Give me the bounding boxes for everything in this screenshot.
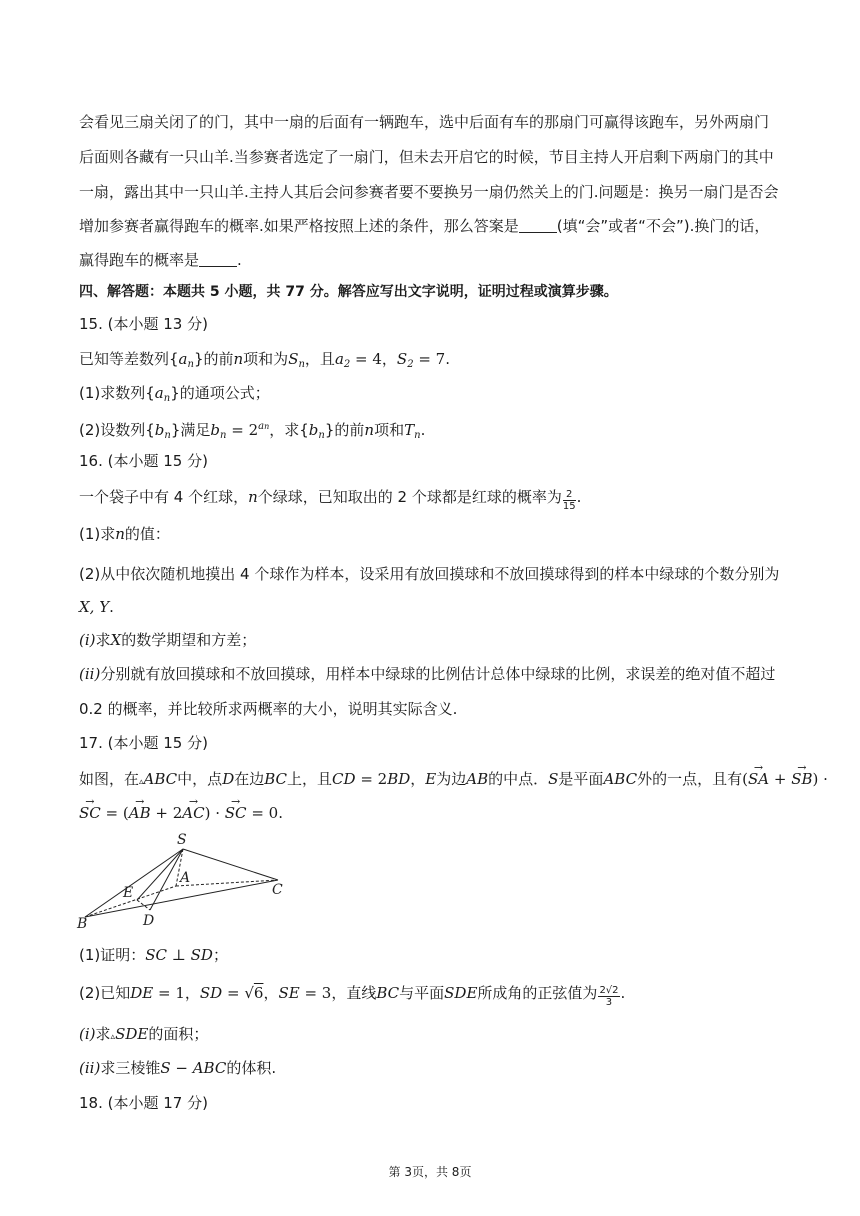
q14-line-4 [79,216,769,236]
math-an-2: $a_n$ [154,384,171,404]
math-S-ABC: S − ABC [160,1059,227,1077]
q17-t2: 中，点 [177,770,223,788]
math-SDE: SDE [444,984,478,1002]
q17-p1end: ； [212,946,228,964]
math-n-2: n [364,421,375,439]
q15-heading: 15. (本小题 13 分) [79,315,208,333]
q16-p1b: 的值： [124,525,170,543]
label-E: E [123,885,134,901]
q17-t9: 外的一点，且有 [637,770,743,788]
q17-t5: ， [410,770,426,788]
edge-SB [85,849,183,917]
label-C: C [272,882,283,898]
q17-t6: 为边 [436,770,467,788]
q15-t1: 已知等差数列{ [79,350,179,368]
q16-part-1 [79,524,170,544]
math-n-4: n [115,525,125,543]
math-an: $a_n$ [178,350,194,370]
q16-pib: 分别就有放回摸球和不放回摸球，用样本中绿球的比例估计总体中绿球的比例，求误差的绝对值不超过 [100,665,776,683]
q14-line-2: 后面则各藏有一只山羊.当参赛者选定了一扇门，但未去开启它的时候，节目主持人开启剩下两扇门的其中 [79,148,774,166]
q17-stem [79,769,828,792]
math-SD-sqrt6: SD = √6 [199,984,264,1002]
q17-p2f: 所成角的正弦值为 [477,984,598,1002]
edge-SC [183,849,278,880]
math-X: X [110,631,122,649]
q15-p1a: (1)求数列{ [79,384,155,402]
pyramid-figure [72,826,292,931]
q15-p2d: ，求{ [269,421,309,439]
math-ABC: ABC [603,770,638,788]
q16-part-ii-cont: 0.2 的概率，并比较所求两概率的大小，说明其实际含义. [79,700,458,718]
q17-p2a: (2)已知 [79,984,131,1002]
q15-t6: = 7 [413,350,446,368]
math-bn: $b_n$ [154,421,171,441]
q15-t4: ，且 [304,350,335,368]
fraction-2sqrt2-3 [598,985,619,1008]
q16-heading: 16. (本小题 15 分) [79,452,208,470]
math-SE-3: SE = 3 [278,984,332,1002]
label-i-2: (i) [79,1025,96,1043]
frac-num-2: 2√2 [599,985,619,996]
math-exp-an: an [258,421,270,432]
math-Sn: $S_n$ [288,350,305,370]
math-S2: $S_2$ [396,350,414,370]
fraction-2-15 [563,489,576,512]
q17-p2g: . [620,984,626,1002]
q15-t5: = 4， [350,350,397,368]
q17-heading: 17. (本小题 15 分) [79,734,208,752]
q15-t2: }的前 [193,350,234,368]
q15-part-2 [79,417,425,446]
math-bn-2: $b_n$ [210,421,227,441]
q16-pia-b: 的数学期望和方差； [121,631,257,649]
q15-p2c: = 2 [226,421,259,439]
q14-line-4b: (填“会”或者“不会”).换门的话， [556,217,770,235]
q15-t7: . [445,350,451,368]
frac-den-2: 3 [605,997,613,1008]
q15-p2b: }满足 [170,421,211,439]
math-AB: AB [466,770,489,788]
q17-pia: 求 [95,1025,111,1043]
math-BC-2: BC [376,984,400,1002]
q15-stem [79,349,450,375]
math-S: S [548,770,559,788]
section-heading: 四、解答题：本题共 5 小题，共 77 分。解答应写出文字说明，证明过程或演算步骤。 [79,284,618,300]
q17-t4: 上，且 [287,770,333,788]
q17-p2e: 与平面 [399,984,445,1002]
q16-part-ii [79,664,775,684]
q15-p2e: }的前 [324,421,365,439]
q16-p1a: (1)求 [79,525,116,543]
math-CD-2BD: CD = 2BD [332,770,411,788]
q16-part-2-vars [79,597,114,617]
q16-t3: . [576,488,582,506]
label-ii-2: (ii) [79,1059,101,1077]
q17-stem-cont [79,803,283,823]
label-B: B [77,916,88,931]
q17-p1: (1)证明： [79,946,146,964]
math-n: n [233,350,244,368]
q17-part-ii [79,1058,276,1078]
q16-part-2: (2)从中依次随机地摸出 4 个球作为样本，设采用有放回摸球和不放回摸球得到的样本中绿球的个数分别为 [79,565,780,583]
label-A: A [180,870,191,886]
q17-pia-end: 的面积； [148,1025,209,1043]
q16-stem [79,487,581,512]
q15-p2a: (2)设数列{ [79,421,155,439]
label-D: D [143,913,155,929]
q14-line-4a: 增加参赛者赢得跑车的概率.如果严格按照上述的条件，那么答案是 [79,217,519,235]
q14-line-1: 会看见三扇关闭了的门，其中一扇的后面有一辆跑车，选中后面有车的那扇门可赢得该跑车，另外两扇门 [79,113,770,131]
math-D: D [222,770,235,788]
q14-line-5a: 赢得跑车的概率是 [79,251,200,269]
math-bn-3: $b_n$ [308,421,325,441]
page-footer: 第 3页，共 8页 [388,1165,472,1179]
q14-line-3: 一扇，露出其中一只山羊.主持人其后会问参赛者要不要换另一扇仍然关上的门.问题是：换另一扇门是否会 [79,183,779,201]
q17-part-1 [79,945,228,965]
q15-p2g: . [420,421,426,439]
q14-line-5 [79,250,242,270]
q17-part-2 [79,983,625,1008]
q17-pib: 求三棱锥 [100,1059,161,1077]
q17-p2c: ， [263,984,279,1002]
math-n-3: n [248,488,258,506]
q17-p2b: ， [184,984,200,1002]
q17-t8: 是平面 [558,770,604,788]
q17-pib-end: 的体积. [226,1059,277,1077]
q16-part-i [79,630,256,650]
math-vec-expr-2: → SC = (→ AB + 2→ AC) · → SC = 0. [79,804,283,822]
q17-t3: 在边 [234,770,265,788]
math-Tn: $T_n$ [404,421,421,441]
q15-p2f: 项和 [374,421,405,439]
q16-pia-a: 求 [95,631,111,649]
frac-num: 2 [563,489,576,501]
q17-part-i [79,1024,208,1047]
q16-t2: 个绿球，已知取出的 2 个球都是红球的概率为 [257,488,562,506]
q15-p1b: }的通项公式； [170,384,270,402]
math-tri-SDE: ▵SDE [110,1025,149,1043]
label-i: (i) [79,631,96,649]
q14-line-5b: . [237,251,242,269]
answer-blank-1 [519,218,557,233]
q16-t1: 一个袋子中有 4 个红球， [79,488,249,506]
q15-part-1 [79,383,270,409]
q15-t3: 项和为 [243,350,289,368]
label-ii: (ii) [79,665,101,683]
q17-p2d: ，直线 [331,984,377,1002]
q16-p2end: . [109,598,114,616]
math-SC-perp-SD: SC ⊥ SD [145,946,213,964]
math-DE-1: DE = 1 [130,984,185,1002]
q17-t1: 如图，在 [79,770,140,788]
label-S: S [177,832,187,848]
math-vec-expr-1: (→ SA + → SB) · [742,770,828,788]
math-E: E [425,770,437,788]
math-BC: BC [264,770,288,788]
q17-t7: 的中点． [488,770,549,788]
math-tri-ABC: ▵ABC [139,770,178,788]
answer-blank-2 [199,252,237,267]
frac-den: 15 [562,501,576,512]
math-a2: $a_2$ [334,350,351,370]
q18-heading: 18. (本小题 17 分) [79,1094,208,1112]
math-XY: X, Y [79,598,110,616]
